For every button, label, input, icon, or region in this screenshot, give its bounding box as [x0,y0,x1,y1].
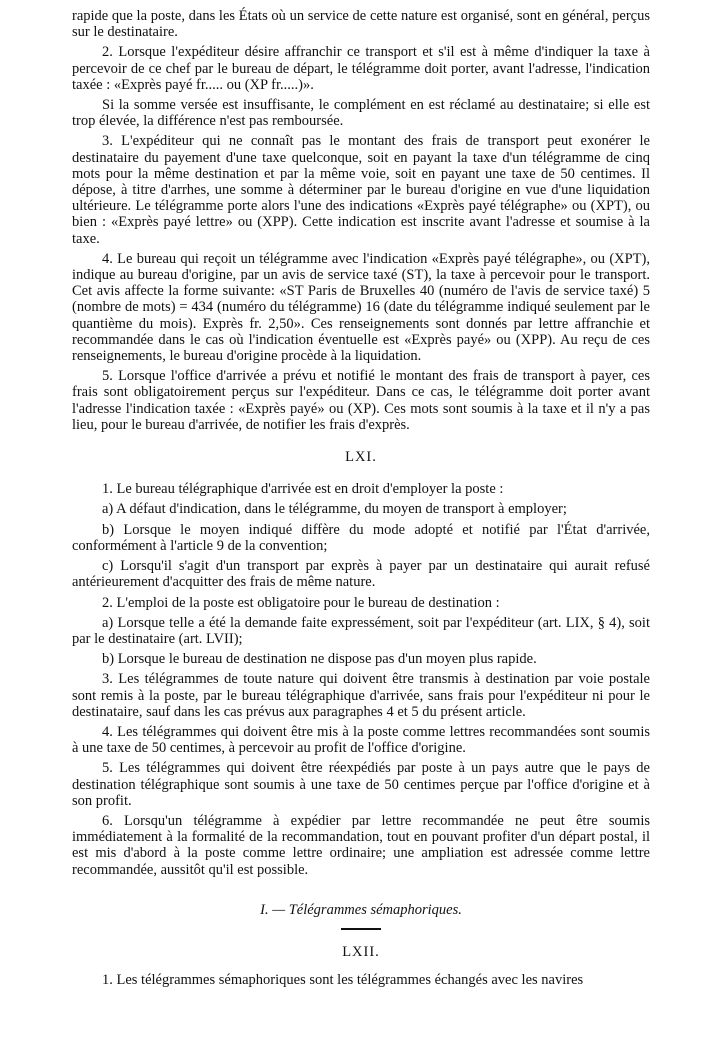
paragraph: 5. Lorsque l'office d'arrivée a prévu et notifié le montant des frais de transport à payer, ces frais sont obligatoirement perçus sur l'expéditeur. Dans ce cas, le télégramme doit porter avant l'adresse l'indication taxée : «Exprès payé» ou (XP). Ces mots sont soumis à la taxe et il n'y a pas lieu, pour le bureau d'arrivée, de notifier les frais d'exprès. [72,368,650,433]
paragraph: 2. L'emploi de la poste est obligatoire pour le bureau de destination : [102,594,500,611]
subsection-title: I. — Télégrammes sémaphoriques. [260,901,462,918]
paragraph: 4. Les télégrammes qui doivent être mis à la poste comme lettres recommandées sont soumis à une taxe de 50 centimes, à percevoir au profit de l'office d'origine. [72,723,650,757]
paragraph: a) Lorsque telle a été la demande faite expressément, soit par l'expéditeur (art. LIX, § 4), soit par le destinataire (art. LVII); [72,614,650,647]
paragraph: 6. Lorsqu'un télégramme à expédier par lettre recommandée ne peut être soumis immédiatement à la formalité de la recommandation, tout en pouvant profiter d'un départ postal, il est mis d'abord à la poste comme lettre ordinaire; une ampliation est adressée comme lettre recommandée, aussitôt qu'il est possible. [72,812,650,878]
paragraphs-top [72,8,650,433]
section-heading-lxii: LXII. [342,943,380,960]
paragraph: 4. Le bureau qui reçoit un télégramme avec l'indication «Exprès payé télégraphe», ou (XPT), indique au bureau d'origine, par un avis de service taxé (ST), la taxe à percevoir pour le transport. Cet avis affecte la forme suivante: «ST Paris de Bruxelles 40 (numéro de l'avis de service taxé) 5 (nombre de mots) = 434 (numéro du télégramme) 16 (date du télégramme indiqué seulement par le quantième du mois). Exprès fr. 2,50». Ces renseignements sont donnés par lettre affranchie et recommandée dans le cas où l'indication éventuelle est «Exprès payé» ou (XPP). Au reçu de ces renseignements, le bureau d'origine procède à la liquidation. [72,250,650,365]
paragraph: b) Lorsque le moyen indiqué diffère du mode adopté et notifié par l'État d'arrivée, conformément à l'article 9 de la convention; [72,521,650,554]
paragraph: Si la somme versée est insuffisante, le complément en est réclamé au destinataire; si elle est trop élevée, la différence n'est pas remboursée. [72,97,650,130]
paragraph: rapide que la poste, dans les États où un service de cette nature est organisé, sont en général, perçus sur le destinataire. [72,8,650,41]
section-lxi-body [72,481,650,877]
paragraph: 1. Le bureau télégraphique d'arrivée est en droit d'employer la poste : [102,481,504,498]
paragraph: 3. L'expéditeur qui ne connaît pas le montant des frais de transport peut exonérer le destinataire du payement d'une taxe quelconque, soit en payant la taxe d'un télégramme de cinq mots pour la même destination et par la même voie, soit en payant une taxe de 50 centimes. Il dépose, à titre d'arrhes, une somme à déterminer par le bureau d'origine en vue d'une liquidation ultérieure. Le télégramme porte alors l'une des indications «Exprès payé télégraphe» ou (XPT), ou bien : «Exprès payé lettre» ou (XPP). Cette indication est inscrite avant l'adresse et soumise à la taxe. [72,133,650,247]
section-lxii-body [72,972,650,988]
paragraph: 1. Les télégrammes sémaphoriques sont les télégrammes échangés avec les navires [102,972,584,989]
paragraph: 5. Les télégrammes qui doivent être réexpédiés par poste à un pays autre que le pays de destination télégraphique sont soumis à une taxe de 50 centimes perçue par l'office d'origine et à son profit. [72,760,650,809]
section-heading-lxi: LXI. [345,449,377,466]
paragraph: b) Lorsque le bureau de destination ne dispose pas d'un moyen plus rapide. [102,651,537,668]
paragraph: a) A défaut d'indication, dans le télégramme, du moyen de transport à employer; [102,501,567,518]
document-page [72,8,650,992]
heading-rule [341,928,381,930]
paragraph: c) Lorsqu'il s'agit d'un transport par exprès à payer par un destinataire qui aurait refusé antérieurement d'acquitter des frais de même nature. [72,558,650,591]
paragraph: 3. Les télégrammes de toute nature qui doivent être transmis à destination par voie postale sont remis à la poste, par le bureau télégraphique d'arrivée, sans frais pour l'expéditeur ni pour le destinataire, sauf dans les cas prévus aux paragraphes 4 et 5 du présent article. [72,671,650,720]
paragraph: 2. Lorsque l'expéditeur désire affranchir ce transport et s'il est à même d'indiquer la taxe à percevoir de ce chef par le bureau de départ, le télégramme doit porter, avant l'adresse, l'indication taxée : «Exprès payé fr..... ou (XP fr.....)». [72,44,650,93]
